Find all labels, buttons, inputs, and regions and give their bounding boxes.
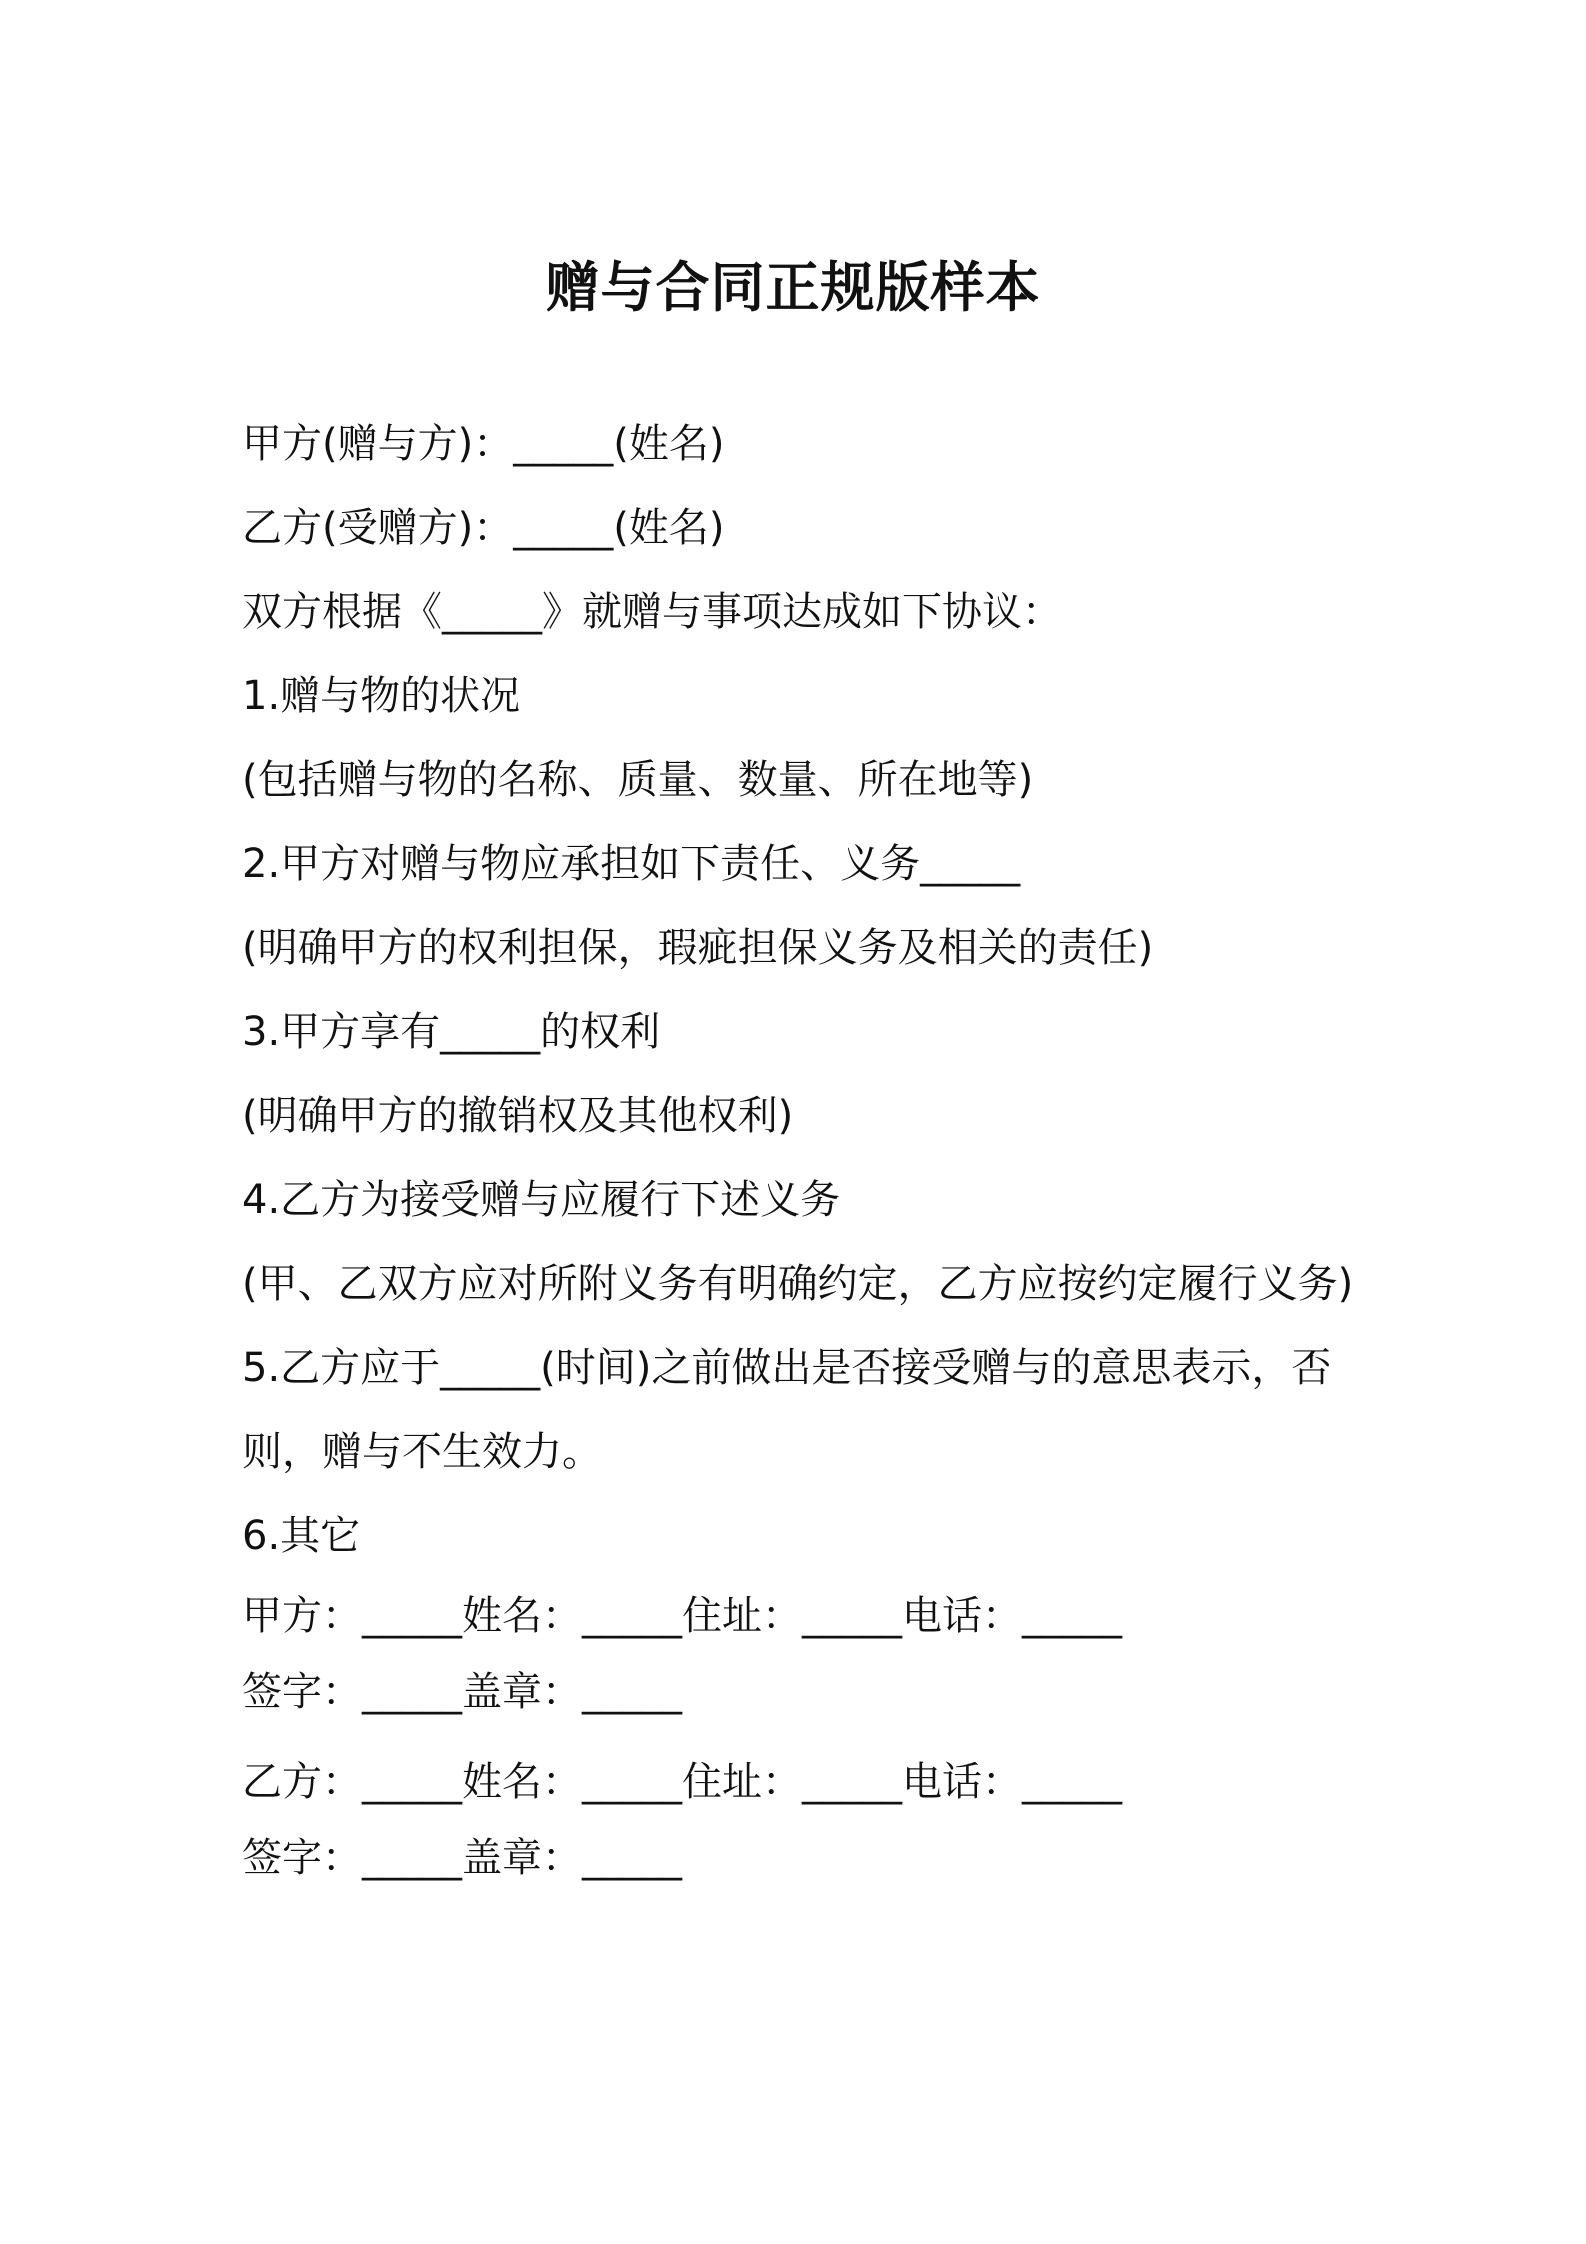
party-a-signature-seal: 签字：_____盖章：_____ — [242, 1669, 682, 1715]
party-b-signature-seal: 签字：_____盖章：_____ — [242, 1835, 682, 1881]
party-a-signature-info: 甲方：_____姓名：_____住址：_____电话：_____ — [242, 1593, 1122, 1639]
clause-6-heading: 6.其它 — [242, 1513, 361, 1559]
clause-1-heading: 1.赠与物的状况 — [242, 673, 521, 719]
clause-1-note: (包括赠与物的名称、质量、数量、所在地等) — [242, 757, 1034, 803]
clause-4-heading: 4.乙方为接受赠与应履行下述义务 — [242, 1177, 841, 1223]
clause-3-note: (明确甲方的撤销权及其他权利) — [242, 1093, 794, 1139]
party-b-line: 乙方(受赠方)：_____(姓名) — [242, 505, 725, 551]
agreement-intro: 双方根据《_____》就赠与事项达成如下协议： — [242, 589, 1062, 635]
clause-2-note: (明确甲方的权利担保，瑕疵担保义务及相关的责任) — [242, 925, 1154, 971]
signature-spacer — [242, 1730, 1362, 1744]
clause-3-heading: 3.甲方享有_____的权利 — [242, 1009, 661, 1055]
party-a-line: 甲方(赠与方)：_____(姓名) — [242, 421, 725, 467]
clause-5-text: 5.乙方应于_____(时间)之前做出是否接受赠与的意思表示，否则，赠与不生效力。 — [242, 1345, 1332, 1475]
clause-2-heading: 2.甲方对赠与物应承担如下责任、义务_____ — [242, 841, 1021, 887]
document-title: 赠与合同正规版样本 — [545, 256, 1041, 319]
party-b-signature-info: 乙方：_____姓名：_____住址：_____电话：_____ — [242, 1759, 1122, 1805]
document-body — [242, 402, 1362, 1896]
clause-4-note: (甲、乙双方应对所附义务有明确约定，乙方应按约定履行义务) — [242, 1261, 1354, 1307]
